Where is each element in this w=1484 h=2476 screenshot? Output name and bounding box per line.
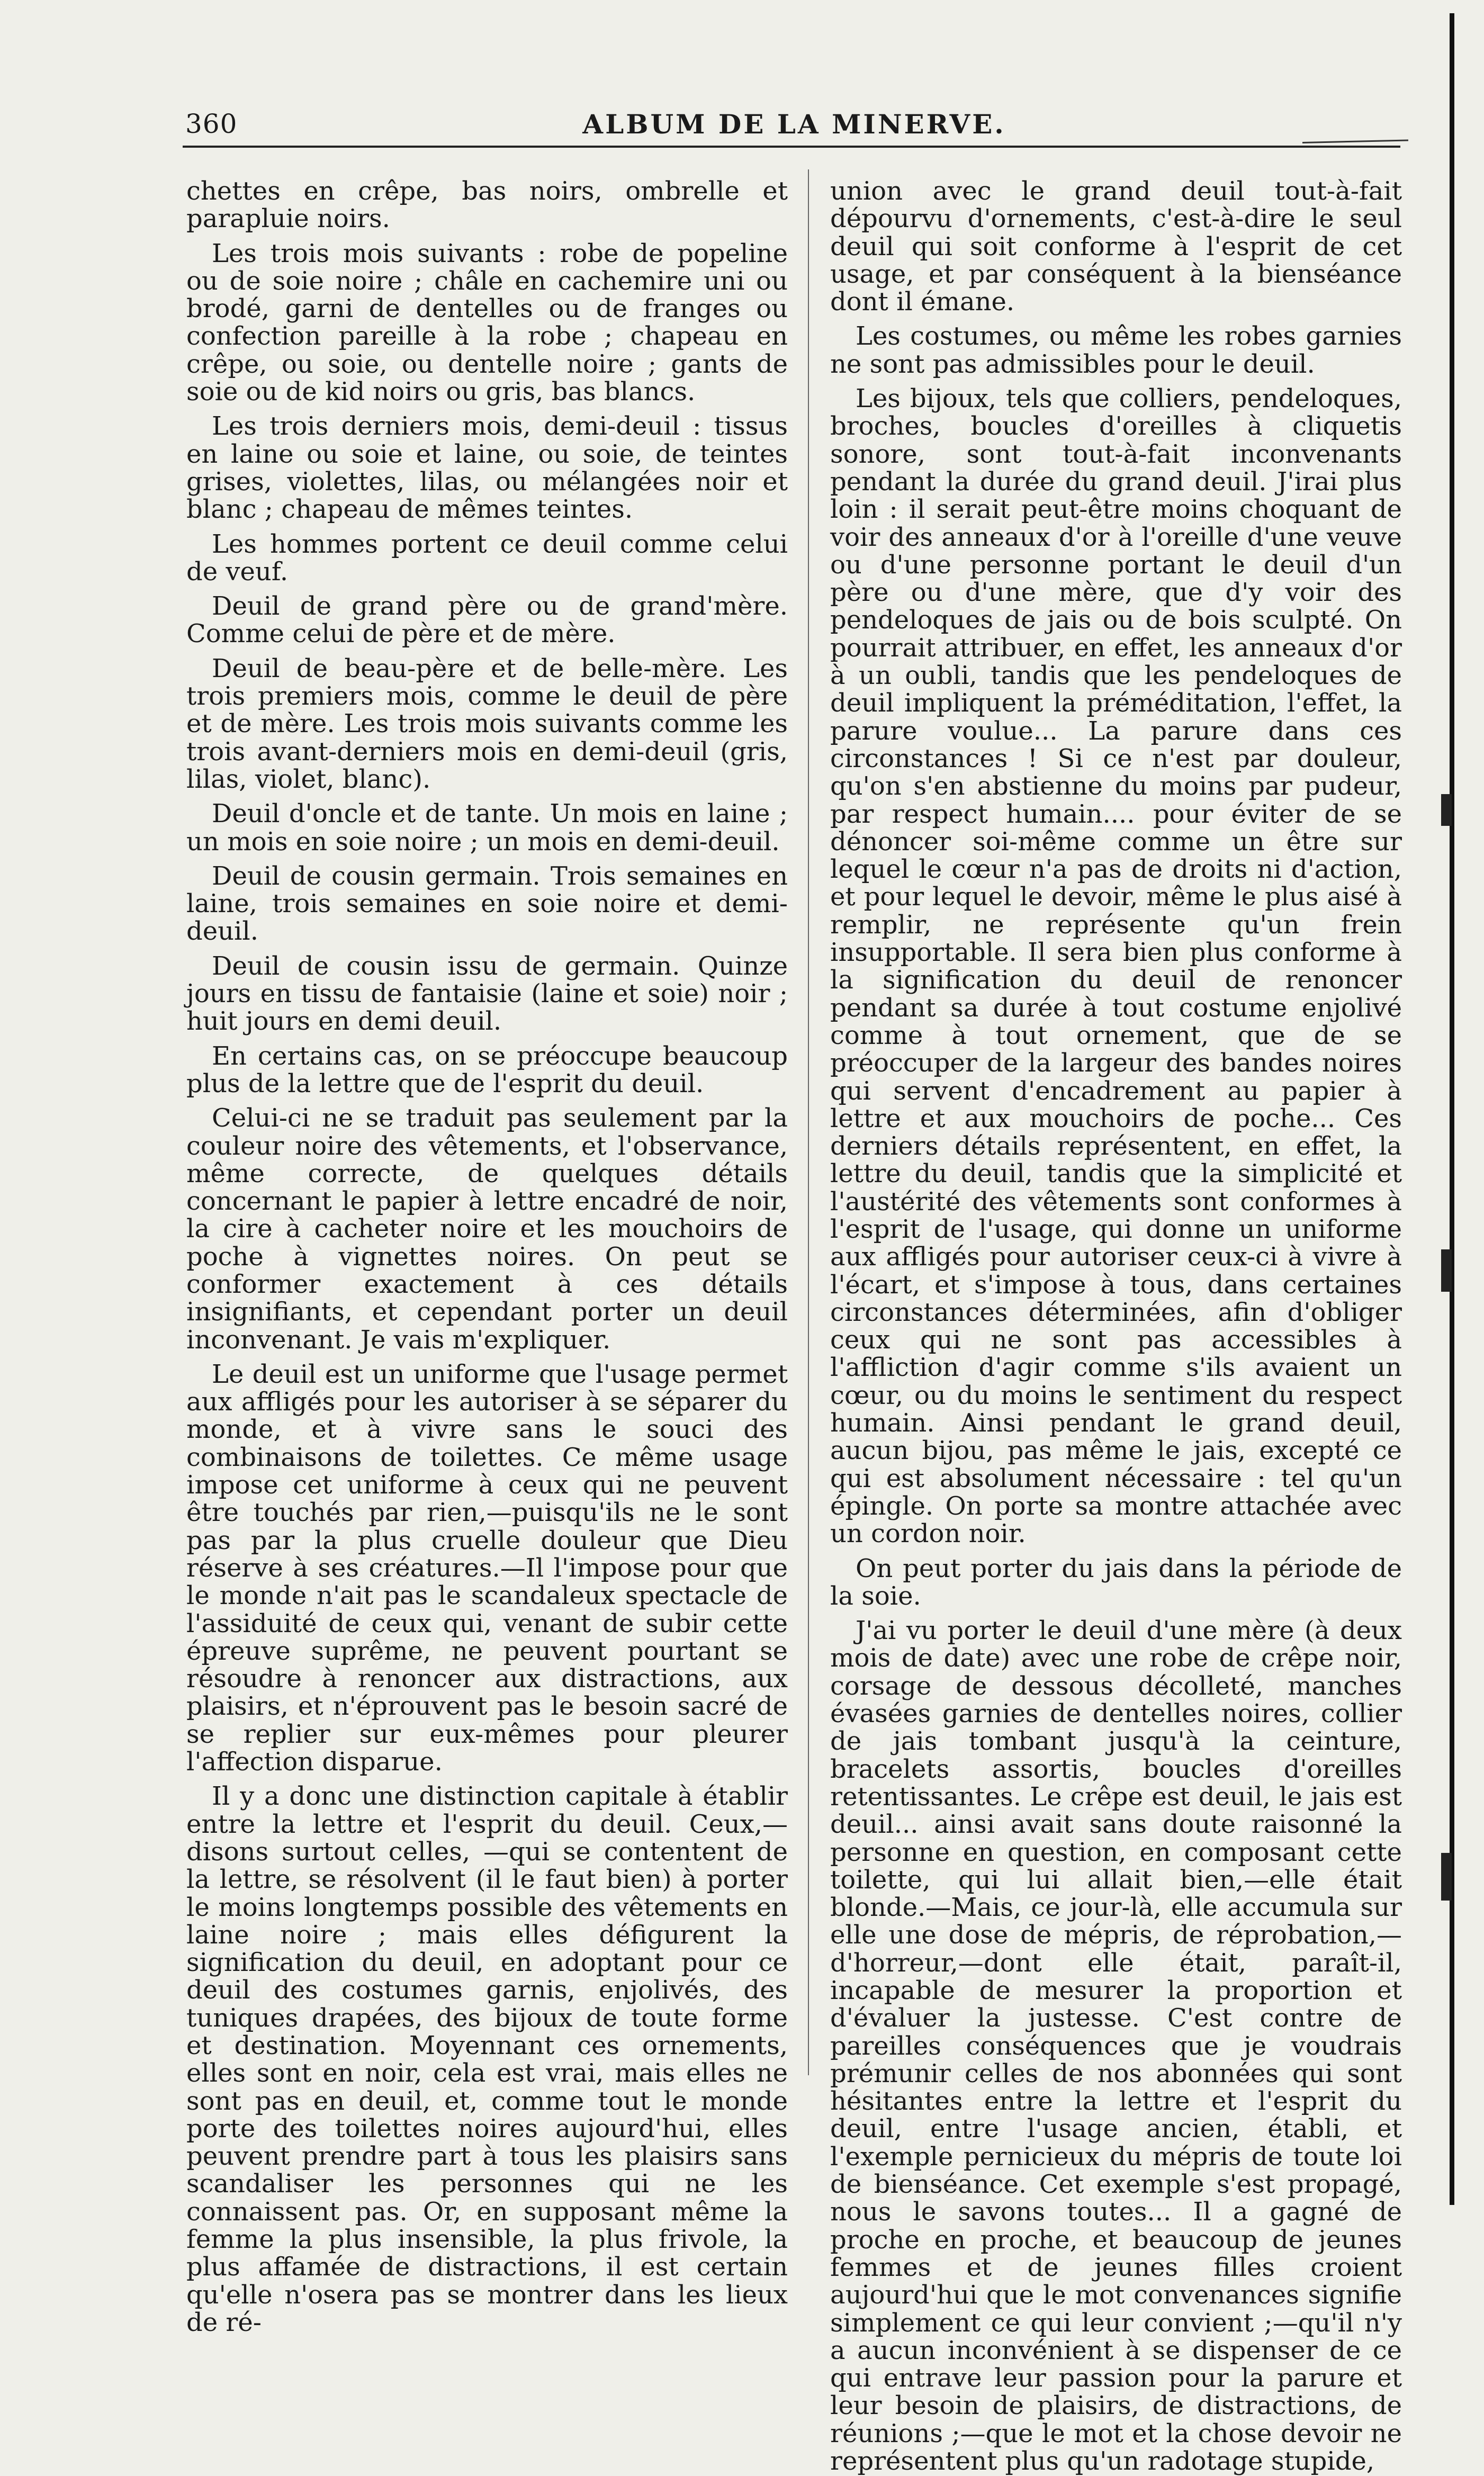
paragraph: Deuil d'oncle et de tante. Un mois en laine ; un mois en soie noire ; un mois en demi-deuil. [186,799,788,857]
paragraph: Deuil de grand père ou de grand'mère. Comme celui de père et de mère. [186,591,788,649]
paragraph: Deuil de beau-père et de belle-mère. Les trois premiers mois, comme le deuil de père et de mère. Les trois mois suivants comme les trois avant-derniers mois en demi-deuil (gris, lilas, violet, blanc). [186,653,788,794]
right-column [830,176,1402,2476]
paragraph: J'ai vu porter le deuil d'une mère (à deux mois de date) avec une robe de crêpe noir, corsage de dessous décolleté, manches évasées garnies de dentelles noires, collier de jais tombant jusqu'à la ceinture, bracelets assortis, boucles d'oreilles retentissantes. Le crêpe est deuil, le jais est deuil... ainsi avait sans doute raisonné la personne en question, en composant cette toilette, qui lui allait bien,—elle était blonde.—Mais, ce jour-là, elle accumula sur elle une dose de mépris, de réprobation,—d'horreur,—dont elle était, paraît-il, incapable de mesurer la proportion et d'évaluer la justesse. C'est contre de pareilles conséquences que je voudrais prémunir celles de nos abonnées qui sont hésitantes entre la lettre et l'esprit du deuil, entre l'usage ancien, établi, et l'exemple pernicieux du mépris de toute loi de bienséance. Cet exemple s'est propagé, nous le savons toutes... Il a gagné de proche en proche, et beaucoup de jeunes femmes et de jeunes filles croient aujourd'hui que le mot convenances signifie simplement ce qui leur convient ;—qu'il n'y a aucun inconvénient à se dispenser de ce qui entrave leur passion pour la parure et leur besoin de plaisirs, de distractions, de réunions ;—que le mot et la chose devoir ne représentent plus qu'un radotage stupide, [830,1616,1402,2476]
paragraph: Deuil de cousin issu de germain. Quinze jours en tissu de fantaisie (laine et soie) noir ; huit jours en demi deuil. [186,951,788,1037]
paragraph: Les costumes, ou même les robes garnies ne sont pas admissibles pour le deuil. [830,321,1402,379]
edge-mark [1441,1853,1452,1901]
left-column [186,176,788,2337]
running-title: ALBUM DE LA MINERVE. [582,109,1006,140]
page-number: 360 [185,109,238,139]
column-divider [808,169,809,2075]
edge-mark [1441,1249,1452,1292]
paragraph: Les hommes portent ce deuil comme celui de veuf. [186,529,788,587]
paragraph: Le deuil est un uniforme que l'usage permet aux affligés pour les autoriser à se séparer du monde, et à vivre sans le souci des combinaisons de toilettes. Ce même usage impose cet uniforme à ceux qui ne peuvent être touchés par rien,—puisqu'ils ne le sont pas par la plus cruelle douleur que Dieu réserve à ses créatures.—Il l'impose pour que le monde n'ait pas le scandaleux spectacle de l'assiduité de ceux qui, venant de subir cette épreuve suprême, ne peuvent pourtant se résoudre à renoncer aux distractions, aux plaisirs, et n'éprouvent pas le besoin sacré de se replier sur eux-mêmes pour pleurer l'affection disparue. [186,1359,788,1777]
paragraph: En certains cas, on se préoccupe beaucoup plus de la lettre que de l'esprit du deuil. [186,1041,788,1099]
paragraph: Il y a donc une distinction capitale à établir entre la lettre et l'esprit du deuil. Ceux,—disons surtout celles, —qui se contentent de la lettre, se résolvent (il le faut bien) à porter le moins longtemps possible des vêtements en laine noire ; mais elles défigurent la signification du deuil, en adoptant pour ce deuil des costumes garnis, enjolivés, des tuniques drapées, des bijoux de toute forme et destination. Moyennant ces ornements, elles sont en noir, cela est vrai, mais elles ne sont pas en deuil, et, comme tout le monde porte des toilettes noires aujourd'hui, elles peuvent prendre part à tous les plaisirs sans scandaliser les personnes qui ne les connaissent pas. Or, en supposant même la femme la plus insensible, la plus frivole, la plus affamée de distractions, il est certain qu'elle n'osera pas se montrer dans les lieux de ré- [186,1781,788,2337]
page-header [185,109,1403,151]
paragraph: Les trois mois suivants : robe de popeline ou de soie noire ; châle en cachemire uni ou brodé, garni de dentelles ou de franges ou confection pareille à la robe ; chapeau en crêpe, ou soie, ou dentelle noire ; gants de soie ou de kid noirs ou gris, bas blancs. [186,238,788,407]
paragraph: Les trois derniers mois, demi-deuil : tissus en laine ou soie et laine, ou soie, de teintes grises, violettes, lilas, ou mélangées noir et blanc ; chapeau de mêmes teintes. [186,411,788,525]
edge-mark [1441,794,1452,826]
paragraph: Les bijoux, tels que colliers, pendeloques, broches, boucles d'oreilles à cliquetis sonore, sont tout-à-fait inconvenants pendant la durée du grand deuil. J'irai plus loin : il serait peut-être moins choquant de voir des anneaux d'or à l'oreille d'une veuve ou d'une personne portant le deuil d'un père ou d'une mère, que d'y voir des pendeloques de jais ou de bois sculpté. On pourrait attribuer, en effet, les anneaux d'or à un oubli, tandis que les pendeloques de deuil impliquent la préméditation, l'effet, la parure voulue... La parure dans ces circonstances ! Si ce n'est par douleur, qu'on s'en abstienne du moins par pudeur, par respect humain.... pour éviter de se dénoncer soi-même comme un être sur lequel le cœur n'a pas de droits ni d'action, et pour lequel le devoir, même le plus aisé à remplir, ne représente qu'un frein insupportable. Il sera bien plus conforme à la signification du deuil de renoncer pendant sa durée à tout costume enjolivé comme à tout ornement, que de se préoccuper de la largeur des bandes noires qui servent d'encadrement au papier à lettre et aux mouchoirs de poche... Ces derniers détails représentent, en effet, la lettre du deuil, tandis que la simplicité et l'austérité des vêtements sont conformes à l'esprit de l'usage, qui donne un uniforme aux affligés pour autoriser ceux-ci à vivre à l'écart, et s'impose à tous, dans certaines circonstances déterminées, afin d'obliger ceux qui ne sont pas accessibles à l'affliction d'agir comme s'ils avaient un cœur, ou du moins le sentiment du respect humain. Ainsi pendant le grand deuil, aucun bijou, pas même le jais, excepté ce qui est absolument nécessaire : tel qu'un épingle. On porte sa montre attachée avec un cordon noir. [830,384,1402,1549]
paragraph: Celui-ci ne se traduit pas seulement par la couleur noire des vêtements, et l'observance, même correcte, de quelques détails concernant le papier à lettre encadré de noir, la cire à cacheter noire et les mouchoirs de poche à vignettes noires. On peut se conformer exactement à ces détails insignifiants, et cependant porter un deuil inconvenant. Je vais m'expliquer. [186,1103,788,1355]
paragraph: chettes en crêpe, bas noirs, ombrelle et parapluie noirs. [186,176,788,234]
paragraph: On peut porter du jais dans la période de la soie. [830,1553,1402,1611]
paragraph: union avec le grand deuil tout-à-fait dépourvu d'ornements, c'est-à-dire le seul deuil qui soit conforme à l'esprit de cet usage, et par conséquent à la bienséance dont il émane. [830,176,1402,317]
paragraph: Deuil de cousin germain. Trois semaines en laine, trois semaines en soie noire et demi-deuil. [186,861,788,947]
header-rule [183,146,1400,148]
